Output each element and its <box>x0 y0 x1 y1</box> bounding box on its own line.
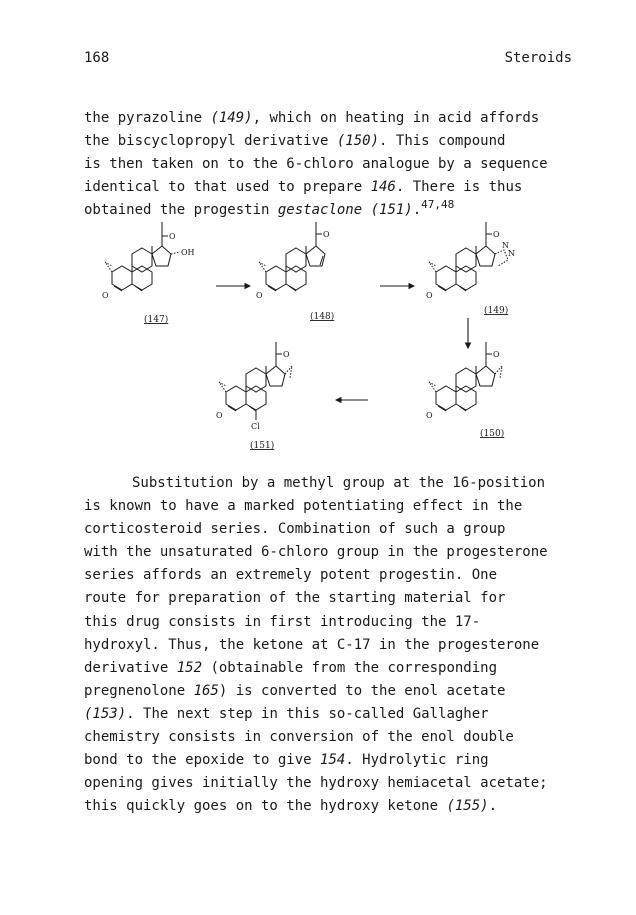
text-span: derivative <box>84 659 177 676</box>
text-line <box>84 611 604 634</box>
text-line <box>84 153 604 176</box>
text-line <box>84 518 604 541</box>
text-line <box>84 726 604 749</box>
text-span: . <box>488 798 498 815</box>
atom-aza: N <box>508 249 515 258</box>
text-span: hydroxyl. Thus, the ketone at C-17 in the progesterone <box>84 636 540 653</box>
text-span: series affords an extremely potent progestin. One <box>84 567 498 584</box>
structure-151 <box>216 342 292 431</box>
text-line <box>84 587 604 610</box>
text-span: identical to that used to prepare <box>84 179 371 196</box>
text-span: is then taken on to the 6-chloro analogue by a sequence <box>84 156 548 173</box>
atom-oxo: O <box>283 350 290 359</box>
reaction-scheme <box>100 222 570 458</box>
text-span: . Hydrolytic ring <box>345 752 489 769</box>
text-span: . The next step in this so-called Gallagher <box>126 705 489 722</box>
compound-ref: 152 <box>176 659 203 676</box>
text-span: . <box>412 202 422 219</box>
text-span: with the unsaturated 6-chloro group in the progesterone <box>84 544 548 561</box>
text-span: . There is thus <box>395 179 523 196</box>
atom-hydroxyl: OH <box>181 248 195 257</box>
text-span: corticosteroid series. Combination of such a group <box>84 521 506 538</box>
atom-oxo: O <box>216 411 223 420</box>
text-line <box>84 176 604 199</box>
text-span: opening gives initially the hydroxy hemiacetal acetate; <box>84 775 548 792</box>
text-line <box>84 657 604 680</box>
page-header <box>84 50 572 72</box>
compound-ref: (149) <box>210 110 253 126</box>
atom-oxo: O <box>493 350 500 359</box>
compound-ref: (155) <box>446 798 489 815</box>
paragraph-2 <box>84 472 604 818</box>
label-149: (149) <box>484 306 509 316</box>
atom-chloro: Cl <box>251 422 260 431</box>
compound-ref: 154 <box>320 752 346 769</box>
compound-ref: gestaclone (151) <box>277 202 413 219</box>
text-line <box>84 472 604 495</box>
text-span: Substitution by a methyl group at the 16-position <box>132 475 546 491</box>
structure-150 <box>426 342 502 420</box>
text-span: (obtainable from the corresponding <box>202 659 498 676</box>
atom-oxo: O <box>426 411 433 420</box>
text-span: route for preparation of the starting material for <box>84 590 506 607</box>
paragraph-1 <box>84 107 604 222</box>
atom-aza: N <box>502 241 509 250</box>
compound-ref: 165 <box>193 682 219 699</box>
text-span: chemistry consists in conversion of the enol double <box>84 729 514 746</box>
compound-ref: (153) <box>84 705 127 722</box>
compound-ref: 146 <box>370 179 396 196</box>
text-line <box>84 749 604 772</box>
text-span: the pyrazoline <box>84 110 211 126</box>
label-151: (151) <box>250 441 275 451</box>
structure-147 <box>102 222 195 300</box>
text-line <box>84 130 604 153</box>
text-line <box>84 541 604 564</box>
text-line <box>84 199 604 222</box>
atom-oxo: O <box>102 291 109 300</box>
text-span: bond to the epoxide to give <box>84 752 321 769</box>
compound-ref: (150) <box>336 133 380 150</box>
reaction-scheme-svg <box>100 222 570 458</box>
structure-148 <box>256 222 330 300</box>
text-span: pregnenolone <box>84 682 194 699</box>
text-line <box>84 795 604 818</box>
text-line <box>84 634 604 657</box>
text-span: this quickly goes on to the hydroxy ketone <box>84 798 447 815</box>
label-150: (150) <box>480 429 505 439</box>
text-line <box>84 680 604 703</box>
text-span: is known to have a marked potentiating effect in the <box>84 498 523 515</box>
text-line <box>84 495 604 518</box>
atom-oxo: O <box>169 232 176 241</box>
text-span: this drug consists in first introducing the 17- <box>84 613 481 630</box>
text-span: the biscyclopropyl derivative <box>84 133 337 150</box>
page-number: 168 <box>84 50 110 66</box>
text-line <box>84 564 604 587</box>
label-147: (147) <box>144 315 169 325</box>
atom-oxo: O <box>256 291 263 300</box>
atom-oxo: O <box>426 291 433 300</box>
atom-oxo: O <box>323 230 330 239</box>
text-line <box>84 703 604 726</box>
text-span: , which on heating in acid affords <box>252 110 540 126</box>
atom-oxo: O <box>493 230 500 239</box>
text-line <box>84 772 604 795</box>
citation-superscript: 47,48 <box>421 198 455 212</box>
label-148: (148) <box>310 312 335 322</box>
text-span: . This compound <box>379 133 506 150</box>
text-span: ) is converted to the enol acetate <box>218 682 506 699</box>
text-line <box>84 107 604 130</box>
structure-149 <box>426 222 515 300</box>
text-span: obtained the progestin <box>84 202 278 219</box>
running-head: Steroids <box>504 50 572 66</box>
